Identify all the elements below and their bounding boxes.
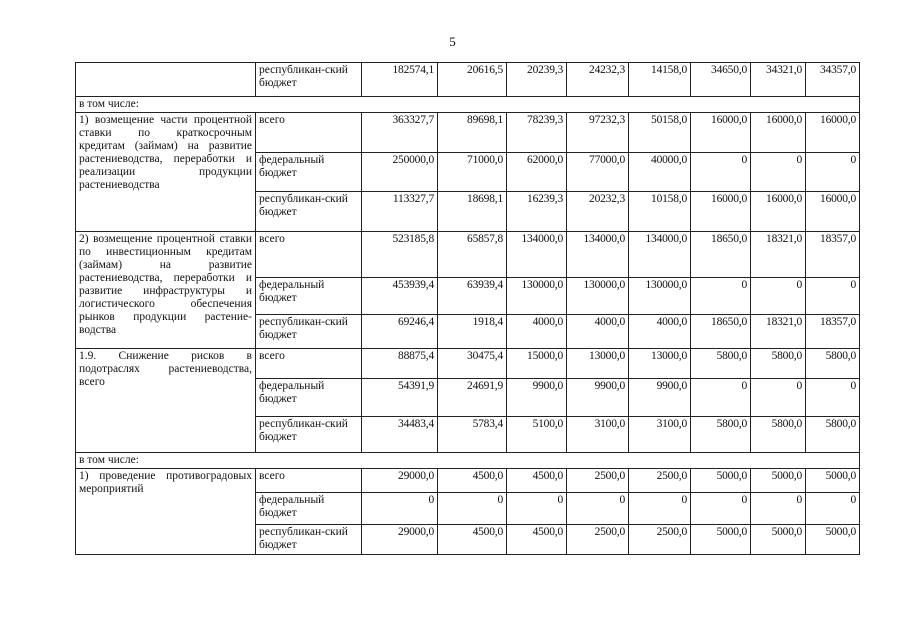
source-cell: федеральный бюджет xyxy=(256,493,362,525)
value-cell: 9900,0 xyxy=(629,379,691,417)
value-cell: 0 xyxy=(806,153,860,192)
value-cell: 5100,0 xyxy=(507,417,567,453)
value-cell: 4000,0 xyxy=(507,315,567,349)
value-cell: 20239,3 xyxy=(507,63,567,97)
value-cell: 34357,0 xyxy=(806,63,860,97)
value-cell: 2500,0 xyxy=(629,469,691,493)
value-cell: 29000,0 xyxy=(362,525,438,555)
table-row xyxy=(76,232,860,278)
source-cell: республикан-ский бюджет xyxy=(256,63,362,97)
value-cell: 40000,0 xyxy=(629,153,691,192)
source-cell: всего xyxy=(256,113,362,153)
value-cell: 18321,0 xyxy=(751,315,806,349)
value-cell: 71000,0 xyxy=(438,153,507,192)
value-cell: 9900,0 xyxy=(507,379,567,417)
value-cell: 16000,0 xyxy=(806,192,860,232)
value-cell: 182574,1 xyxy=(362,63,438,97)
value-cell: 20232,3 xyxy=(567,192,629,232)
name-cell xyxy=(76,63,256,97)
value-cell: 9900,0 xyxy=(567,379,629,417)
value-cell: 0 xyxy=(691,493,751,525)
value-cell: 4500,0 xyxy=(438,469,507,493)
source-cell: всего xyxy=(256,469,362,493)
value-cell: 5800,0 xyxy=(691,417,751,453)
table-body xyxy=(76,63,860,555)
value-cell: 5000,0 xyxy=(691,469,751,493)
value-cell: 65857,8 xyxy=(438,232,507,278)
value-cell: 0 xyxy=(806,379,860,417)
value-cell: 4500,0 xyxy=(507,469,567,493)
item-name-cell: 2) возмещение процентной ставки по инвестиционным кредитам (займам) на развитие растениеводства, переработки и развитие инфраструктуры и логистического обеспечения рынков продукции растение-водства xyxy=(76,232,256,349)
value-cell: 0 xyxy=(691,278,751,315)
source-cell: республикан-ский бюджет xyxy=(256,417,362,453)
value-cell: 18357,0 xyxy=(806,315,860,349)
value-cell: 1918,4 xyxy=(438,315,507,349)
value-cell: 24691,9 xyxy=(438,379,507,417)
value-cell: 16000,0 xyxy=(751,192,806,232)
value-cell: 0 xyxy=(751,278,806,315)
value-cell: 3100,0 xyxy=(629,417,691,453)
value-cell: 5800,0 xyxy=(691,349,751,379)
item-name-cell: 1) возмещение части процентной ставки по краткосрочным кредитам (займам) на развитие растениеводства, переработки и реализации продукции растениеводства xyxy=(76,113,256,232)
value-cell: 20616,5 xyxy=(438,63,507,97)
value-cell: 0 xyxy=(751,493,806,525)
value-cell: 69246,4 xyxy=(362,315,438,349)
value-cell: 130000,0 xyxy=(567,278,629,315)
table-row xyxy=(76,349,860,379)
source-cell: федеральный бюджет xyxy=(256,153,362,192)
value-cell: 4500,0 xyxy=(438,525,507,555)
value-cell: 113327,7 xyxy=(362,192,438,232)
value-cell: 130000,0 xyxy=(629,278,691,315)
value-cell: 89698,1 xyxy=(438,113,507,153)
value-cell: 34483,4 xyxy=(362,417,438,453)
value-cell: 34321,0 xyxy=(751,63,806,97)
value-cell: 0 xyxy=(751,379,806,417)
value-cell: 24232,3 xyxy=(567,63,629,97)
item-name-cell: 1.9. Снижение рисков в подотраслях растениеводства, всего xyxy=(76,349,256,453)
value-cell: 5000,0 xyxy=(806,525,860,555)
value-cell: 18698,1 xyxy=(438,192,507,232)
value-cell: 0 xyxy=(629,493,691,525)
value-cell: 0 xyxy=(438,493,507,525)
value-cell: 5783,4 xyxy=(438,417,507,453)
value-cell: 97232,3 xyxy=(567,113,629,153)
section-label: в том числе: xyxy=(76,97,860,113)
value-cell: 78239,3 xyxy=(507,113,567,153)
value-cell: 5800,0 xyxy=(751,417,806,453)
value-cell: 10158,0 xyxy=(629,192,691,232)
value-cell: 250000,0 xyxy=(362,153,438,192)
value-cell: 14158,0 xyxy=(629,63,691,97)
value-cell: 363327,7 xyxy=(362,113,438,153)
value-cell: 88875,4 xyxy=(362,349,438,379)
source-cell: всего xyxy=(256,349,362,379)
section-label: в том числе: xyxy=(76,453,860,469)
value-cell: 0 xyxy=(691,153,751,192)
value-cell: 54391,9 xyxy=(362,379,438,417)
value-cell: 62000,0 xyxy=(507,153,567,192)
item-name-cell: 1) проведение противоградовых мероприятий xyxy=(76,469,256,555)
value-cell: 134000,0 xyxy=(567,232,629,278)
value-cell: 134000,0 xyxy=(507,232,567,278)
source-cell: федеральный бюджет xyxy=(256,379,362,417)
value-cell: 3100,0 xyxy=(567,417,629,453)
value-cell: 0 xyxy=(567,493,629,525)
table-row xyxy=(76,63,860,97)
value-cell: 16000,0 xyxy=(691,113,751,153)
value-cell: 2500,0 xyxy=(629,525,691,555)
value-cell: 18357,0 xyxy=(806,232,860,278)
value-cell: 5000,0 xyxy=(691,525,751,555)
value-cell: 16000,0 xyxy=(806,113,860,153)
value-cell: 18321,0 xyxy=(751,232,806,278)
value-cell: 453939,4 xyxy=(362,278,438,315)
value-cell: 134000,0 xyxy=(629,232,691,278)
value-cell: 13000,0 xyxy=(567,349,629,379)
section-row xyxy=(76,97,860,113)
value-cell: 5800,0 xyxy=(751,349,806,379)
value-cell: 0 xyxy=(691,379,751,417)
table-row xyxy=(76,113,860,153)
value-cell: 2500,0 xyxy=(567,525,629,555)
value-cell: 77000,0 xyxy=(567,153,629,192)
value-cell: 4000,0 xyxy=(629,315,691,349)
value-cell: 0 xyxy=(806,278,860,315)
value-cell: 34650,0 xyxy=(691,63,751,97)
value-cell: 18650,0 xyxy=(691,232,751,278)
source-cell: республикан-ский бюджет xyxy=(256,315,362,349)
value-cell: 5000,0 xyxy=(806,469,860,493)
value-cell: 4500,0 xyxy=(507,525,567,555)
value-cell: 29000,0 xyxy=(362,469,438,493)
value-cell: 5800,0 xyxy=(806,417,860,453)
value-cell: 18650,0 xyxy=(691,315,751,349)
value-cell: 4000,0 xyxy=(567,315,629,349)
value-cell: 0 xyxy=(362,493,438,525)
value-cell: 15000,0 xyxy=(507,349,567,379)
value-cell: 2500,0 xyxy=(567,469,629,493)
value-cell: 30475,4 xyxy=(438,349,507,379)
source-cell: республикан-ский бюджет xyxy=(256,192,362,232)
budget-table xyxy=(75,62,860,555)
value-cell: 0 xyxy=(751,153,806,192)
table-row xyxy=(76,469,860,493)
value-cell: 16000,0 xyxy=(691,192,751,232)
page-number: 5 xyxy=(449,34,456,49)
value-cell: 5800,0 xyxy=(806,349,860,379)
value-cell: 0 xyxy=(507,493,567,525)
source-cell: республикан-ский бюджет xyxy=(256,525,362,555)
source-cell: федеральный бюджет xyxy=(256,278,362,315)
value-cell: 130000,0 xyxy=(507,278,567,315)
source-cell: всего xyxy=(256,232,362,278)
section-row xyxy=(76,453,860,469)
value-cell: 50158,0 xyxy=(629,113,691,153)
value-cell: 0 xyxy=(806,493,860,525)
value-cell: 5000,0 xyxy=(751,525,806,555)
value-cell: 16239,3 xyxy=(507,192,567,232)
value-cell: 13000,0 xyxy=(629,349,691,379)
value-cell: 16000,0 xyxy=(751,113,806,153)
value-cell: 523185,8 xyxy=(362,232,438,278)
value-cell: 5000,0 xyxy=(751,469,806,493)
value-cell: 63939,4 xyxy=(438,278,507,315)
